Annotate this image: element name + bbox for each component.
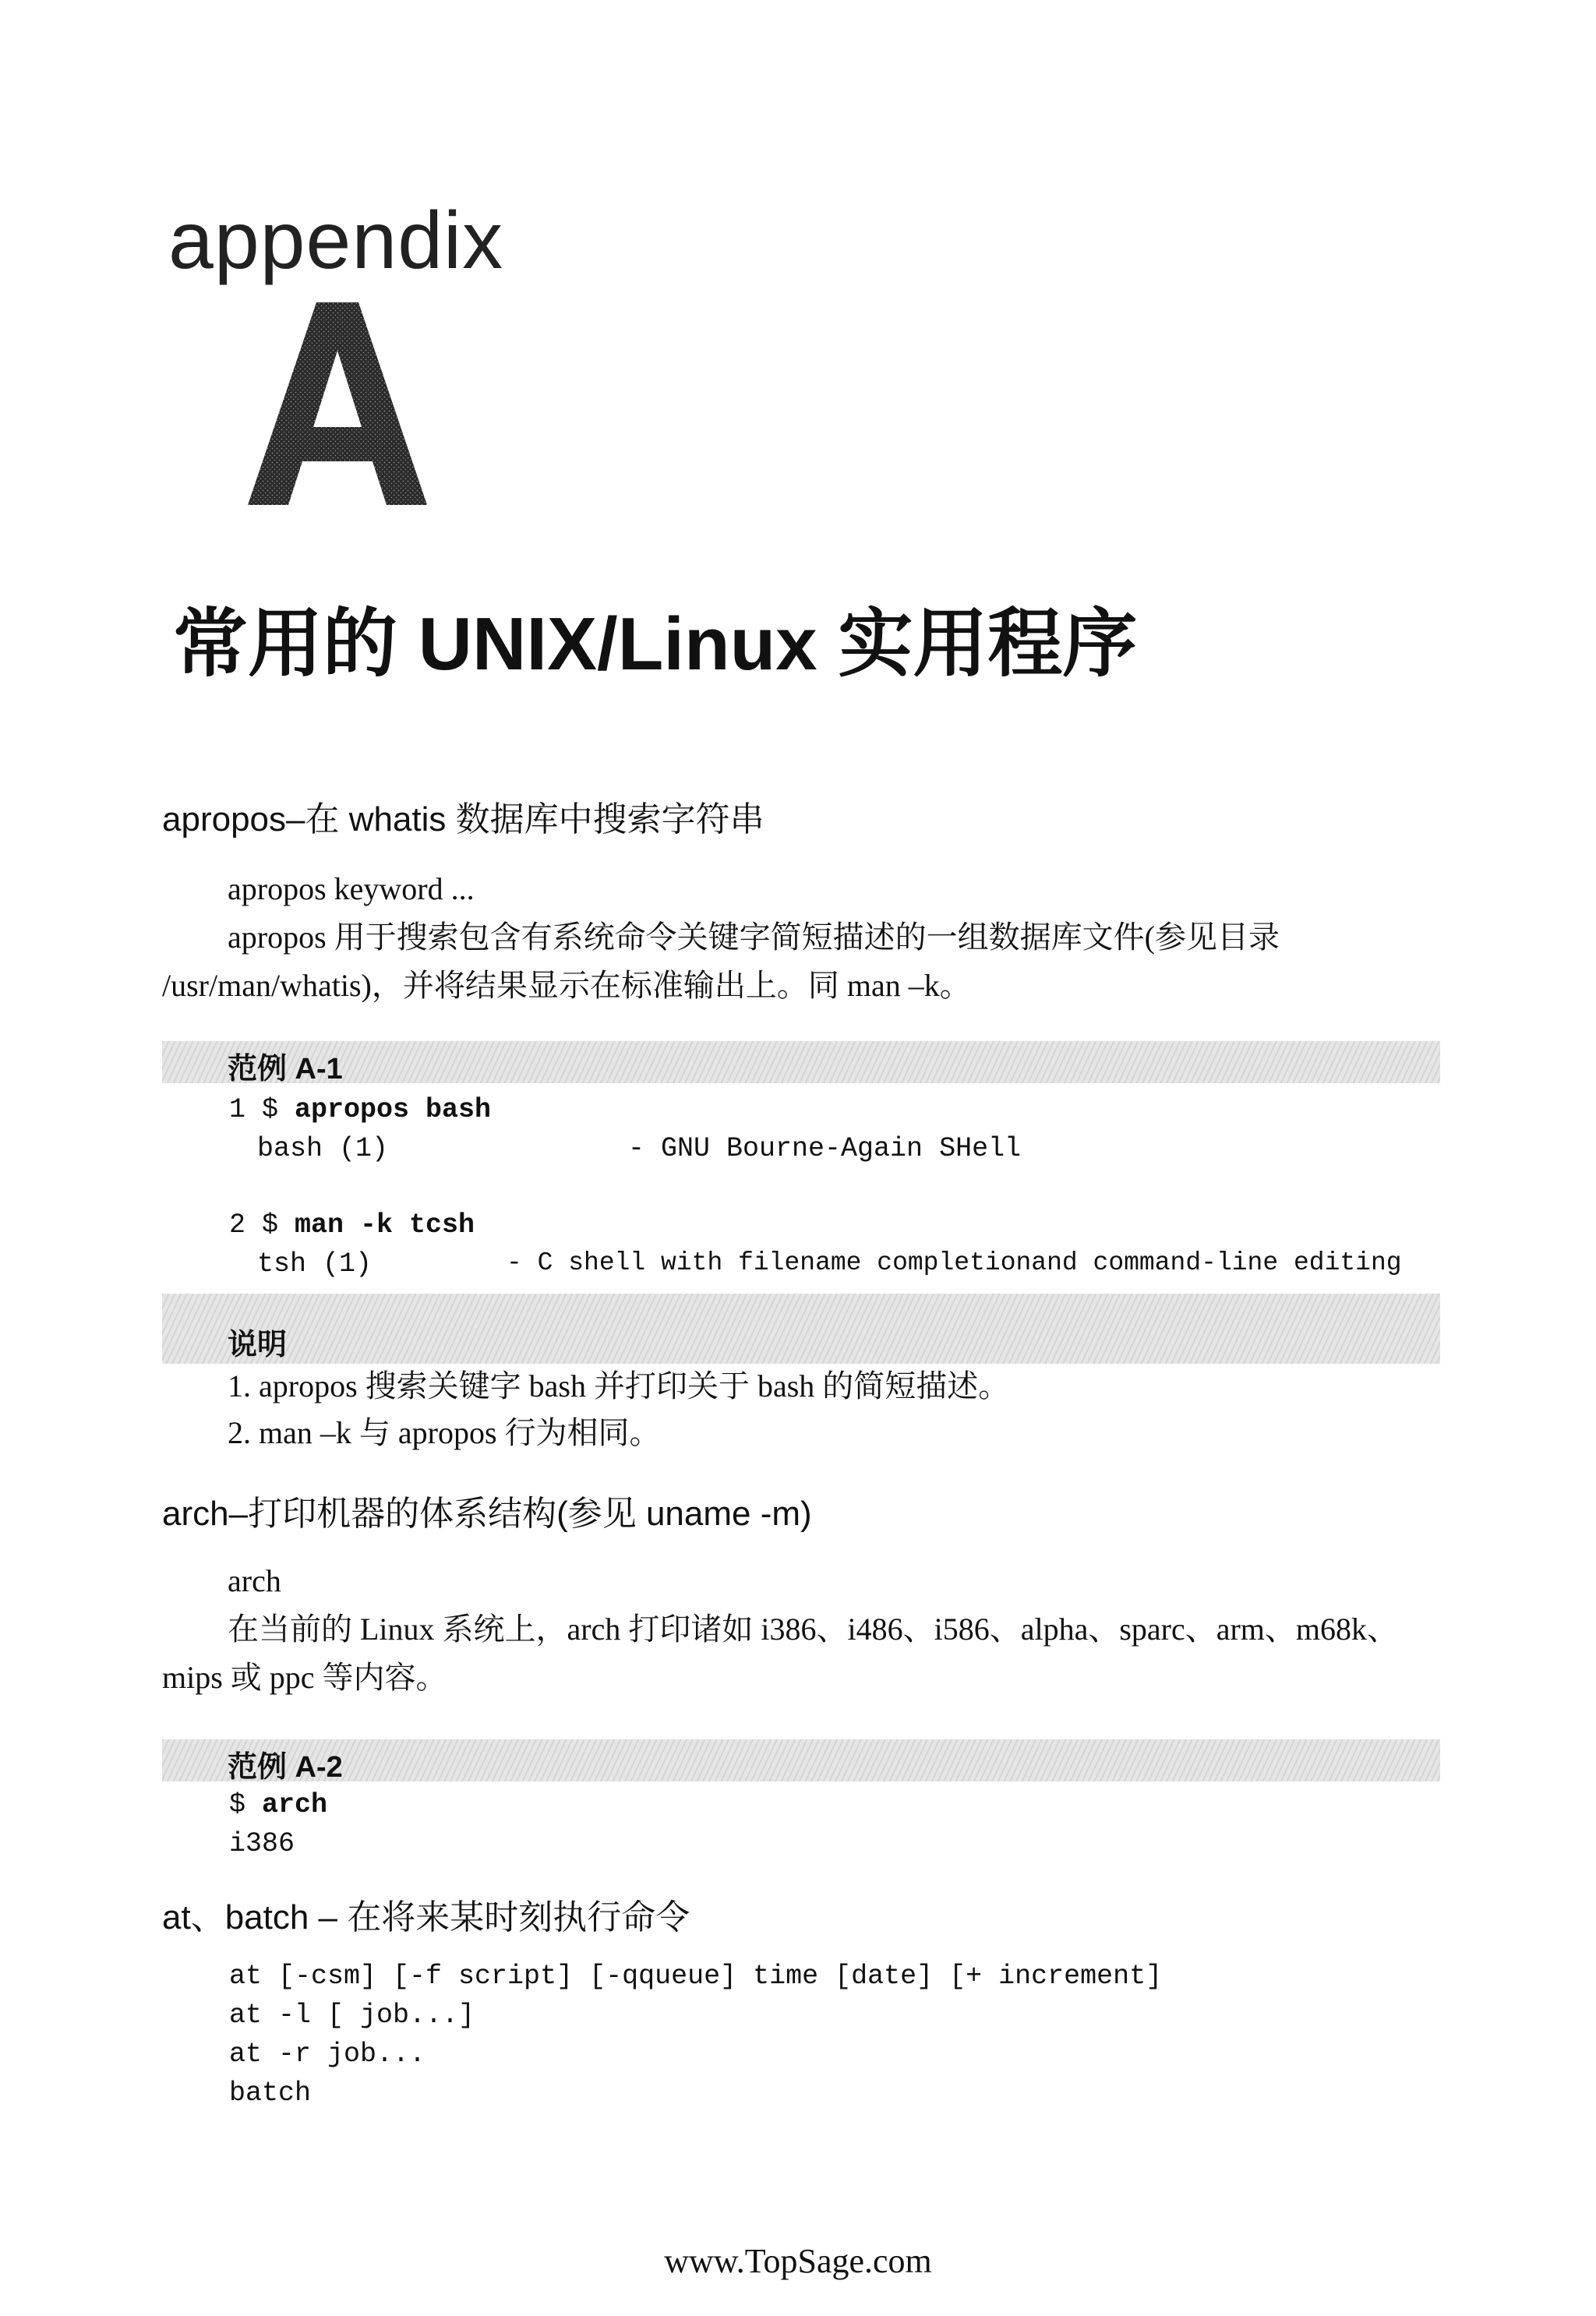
output-desc: - C shell with filename completionand command-line editing <box>507 1248 1402 1277</box>
example-a2-bar <box>162 1739 1440 1784</box>
usage-line: at -r job... <box>229 2039 426 2070</box>
note-2: 2. man –k 与 apropos 行为相同。 <box>228 1415 661 1450</box>
usage-line: at -l [ job...] <box>229 2000 475 2031</box>
arch-usage: arch <box>228 1563 281 1598</box>
output-name: bash (1) <box>257 1133 389 1164</box>
command: man -k tcsh <box>295 1209 475 1241</box>
apropos-desc-line1: apropos 用于搜索包含有系统命令关键字简短描述的一组数据库文件(参见目录 <box>228 920 1280 955</box>
usage-line: batch <box>229 2078 312 2109</box>
appendix-word: appendix <box>168 196 504 286</box>
code-line <box>229 1094 491 1125</box>
chapter-title: 常用的 UNIX/Linux 实用程序 <box>173 602 1138 686</box>
example-a1-label: 范例 A-1 <box>228 1053 343 1086</box>
output: i386 <box>229 1828 295 1859</box>
code-line <box>229 1209 475 1241</box>
prompt: 1 $ <box>229 1094 295 1125</box>
apropos-desc-line2: /usr/man/whatis)，并将结果显示在标准输出上。同 man –k。 <box>162 968 971 1003</box>
footer-url: www.TopSage.com <box>664 2242 932 2280</box>
usage-line: at [-csm] [-f script] [-qqueue] time [date] [+ increment] <box>229 1961 1163 1992</box>
appendix-letter-text: A <box>337 491 344 500</box>
at-heading: at、batch – 在将来某时刻执行命令 <box>162 1898 690 1936</box>
notes-bar <box>162 1294 1440 1364</box>
prompt: $ <box>229 1789 263 1820</box>
command: apropos bash <box>295 1094 492 1125</box>
command: arch <box>262 1789 328 1820</box>
example-a2-label: 范例 A-2 <box>228 1751 343 1784</box>
apropos-usage: apropos keyword ... <box>228 871 475 906</box>
arch-desc-line1: 在当前的 Linux 系统上，arch 打印诸如 i386、i486、i586、alpha、sparc、arm、m68k、 <box>228 1612 1399 1647</box>
output-desc: - GNU Bourne-Again SHell <box>628 1133 1022 1164</box>
example-a1-bar <box>162 1041 1440 1086</box>
note-1: 1. apropos 搜索关键字 bash 并打印关于 bash 的简短描述。 <box>228 1368 1010 1403</box>
apropos-heading: apropos–在 whatis 数据库中搜索字符串 <box>162 800 764 838</box>
arch-desc-line2: mips 或 ppc 等内容。 <box>162 1660 447 1695</box>
appendix-letter <box>248 302 427 505</box>
code-line <box>229 1789 327 1820</box>
output-name: tsh (1) <box>257 1248 373 1280</box>
arch-heading: arch–打印机器的体系结构(参见 uname -m) <box>162 1495 812 1533</box>
prompt: 2 $ <box>229 1209 295 1241</box>
notes-label: 说明 <box>228 1329 288 1361</box>
